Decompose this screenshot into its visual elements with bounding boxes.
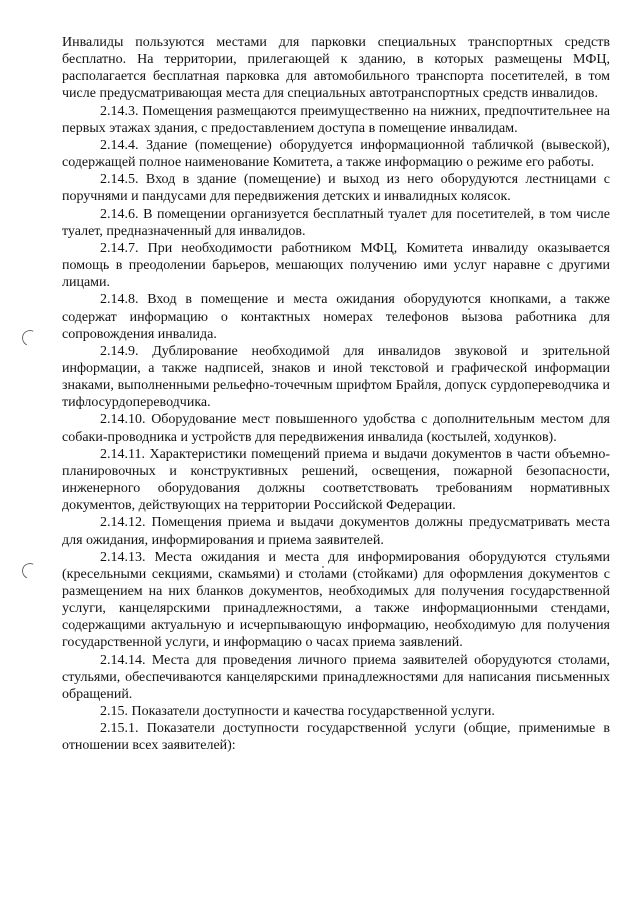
paragraph-2-14-5: 2.14.5. Вход в здание (помещение) и выход из него оборудуются лестницами с поручнями и пандусами для передвижения детских и инвалидных колясок. — [62, 172, 610, 205]
paragraph-2-14-14: 2.14.14. Места для проведения личного приема заявителей оборудуются столами, стульями, обеспечиваются канцелярскими принадлежностями для написания письменных обращений. — [62, 652, 610, 702]
paragraph-parking: Инвалиды пользуются местами для парковки специальных транспортных средств бесплатно. На территории, прилегающей к зданию, в которых размещены МФЦ, располагается бесплатная парковка для автомобильного транспорта посетителей, в том числе предусматривающая места для специальных автотранспортных средств инвалидов. — [62, 35, 610, 102]
paragraph-2-14-13: 2.14.13. Места ожидания и места для информирования оборудуются стульями (кресельными секциями, скамьями) и столами (стойками) для оформления документов с размещением на них бланков документов, необходимых для получения государственной услуги, канцелярскими принадлежностями, а также информационными стендами, содержащими актуальную и исчерпывающую информацию, необходимую для получения государственной услуги, и информацию о часах приема заявлений. — [62, 549, 610, 651]
paragraph-2-14-4: 2.14.4. Здание (помещение) оборудуется информационной табличкой (вывеской), содержащей полное наименование Комитета, а также информацию о режиме его работы. — [62, 137, 610, 171]
document-body — [62, 34, 610, 755]
paragraph-2-14-8: 2.14.8. Вход в помещение и места ожидания оборудуются кнопками, а также содержат информацию о контактных номерах телефонов вызова работника для сопровождения инвалида. — [62, 292, 610, 342]
paragraph-2-15: 2.15. Показатели доступности и качества государственной услуги. — [100, 704, 495, 720]
punch-hole-mark — [20, 561, 41, 582]
paragraph-2-14-6: 2.14.6. В помещении организуется бесплатный туалет для посетителей, в том числе туалет, предназначенный для инвалидов. — [62, 206, 610, 239]
paragraph-2-14-12: 2.14.12. Помещения приема и выдачи документов должны предусматривать места для ожидания, информирования и приема заявителей. — [62, 515, 610, 548]
punch-hole-mark — [20, 328, 41, 349]
paragraph-2-15-1: 2.15.1. Показатели доступности государственной услуги (общие, применимые в отношении всех заявителей): — [62, 721, 610, 754]
paragraph-2-14-10: 2.14.10. Оборудование мест повышенного удобства с дополнительным местом для собаки-проводника и устройств для передвижения инвалида (костылей, ходунков). — [62, 412, 610, 445]
paragraph-2-14-9: 2.14.9. Дублирование необходимой для инвалидов звуковой и зрительной информации, а также надписей, знаков и иной текстовой и графической информации знаками, выполненными рельефно-точечным шрифтом Брайля, допуск сурдопереводчика и тифлосурдопереводчика. — [62, 343, 610, 411]
paragraph-2-14-11: 2.14.11. Характеристики помещений приема и выдачи документов в части объемно-планировочных и конструктивных решений, освещения, пожарной безопасности, инженерного оборудования должны соответствовать требованиям нормативных документов, действующих на территории Российской Федерации. — [62, 446, 610, 514]
paragraph-2-14-7: 2.14.7. При необходимости работником МФЦ, Комитета инвалиду оказывается помощь в преодолении барьеров, мешающих получению ими услуг наравне с другими лицами. — [62, 240, 610, 291]
paragraph-2-14-3: 2.14.3. Помещения размещаются преимущественно на нижних, предпочтительнее на первых этажах здания, с предоставлением доступа в помещение инвалидам. — [62, 103, 610, 136]
